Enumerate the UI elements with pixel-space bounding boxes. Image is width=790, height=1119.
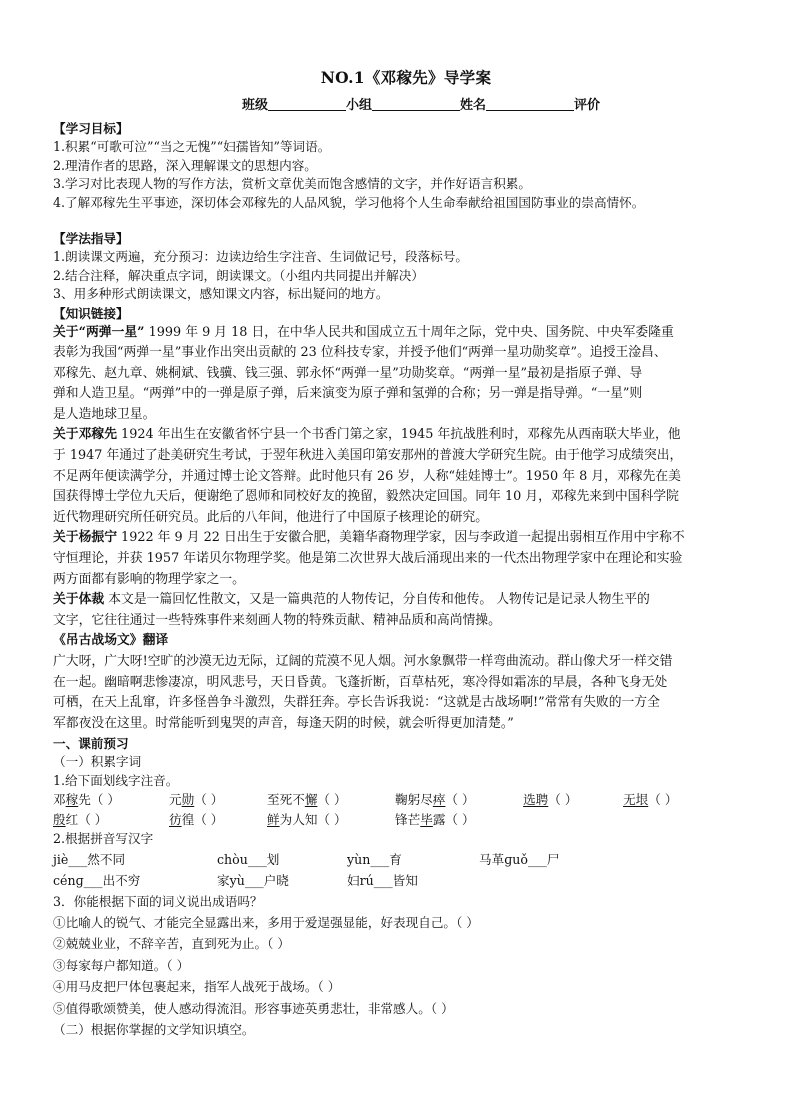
name-label: 姓名 xyxy=(460,98,487,113)
two-bombs-label: 关于“两弹一星” xyxy=(53,324,145,340)
hanzi-row-2: cénɡ___出不穷 家yù___户晓 妇rú___皆知 xyxy=(53,872,418,888)
yang-paragraph: 关于杨振宁 1922 年 9 月 22 日出生于安徽合肥，美籍华裔物理学家，因与李政道一起提出弱相互作用中宇称不 守恒理论，并获 1957 年诺贝尔物理学奖。他是第二次世界大战后涌现出来的一代杰出物理学家中在理论和实验 两方面都有影响的物理学家之一。 xyxy=(53,530,685,587)
method-item: 3、用多种形式朗读课文，感知课文内容，标出疑问的地方。 xyxy=(53,286,389,301)
method-item: 1.朗读课文两遍，充分预习：边读边给生字注音、生词做记号，段落标号。 xyxy=(53,249,469,264)
page-title: NO.1《邓稼先》导学案 xyxy=(320,68,492,87)
question-3: 3．你能根据下面的词义说出成语吗？ xyxy=(53,893,263,909)
preview-heading: 一、课前预习 xyxy=(53,736,129,752)
elegy-paragraph: 《吊古战场文》翻译 广大呀，广大呀!空旷的沙漠无边无际，辽阔的荒漠不见人烟。河水象飘带一样弯曲流动。群山像犬牙一样交错 在一起。幽暗啊悲惨凄凉，明风悲号，天日昏黄。飞蓬折断，百草枯死，寒冷得如霜冻的早晨，各种飞身无处 可栖，在天上乱窜，许多怪兽争斗激烈，失群狂奔。亭长告诉我说：“这就是古战场啊!”常常有失败的一方全 军都夜没在这里。时常能听到鬼哭的声音，每逢天阴的时候，就会听得更加清楚。” xyxy=(53,631,746,734)
method-item: 2.结合注释，解决重点字词，朗读课文。（小组内共同提出并解决） xyxy=(53,267,424,283)
goal-item: 1.积累“可歌可泣”“当之无愧”“妇孺皆知”等词语。 xyxy=(53,139,331,154)
word-item: 鞠躬尽瘁（ ） xyxy=(395,792,475,808)
deng-label: 关于邓稼先 xyxy=(53,427,117,443)
document-page xyxy=(53,66,746,1041)
eval-label: 评价 xyxy=(574,98,601,113)
word-item: 殷红（ ） xyxy=(53,812,108,828)
idiom-item[interactable]: ①比喻人的锐气、才能完全显露出来，多用于爱逞强显能，好表现自己。（ ） xyxy=(53,914,479,930)
idiom-item[interactable]: ④用马皮把尸体包裹起来，指军人战死于战场。（ ） xyxy=(53,979,341,995)
yang-label: 关于杨振宁 xyxy=(53,530,117,546)
word-item: 无垠（ ） xyxy=(623,792,678,808)
deng-paragraph: 关于邓稼先 1924 年出生在安徽省怀宁县一个书香门第之家，1945 年抗战胜利时，邓稼先从西南联大毕业，他 于 1947 年通过了赴美研究生考试，于翌年秋进入美国印第安那州的普渡大学研究生院。由于他学习成绩突出， 不足两年便读满学分，并通过博士论文答辩。此时他只有 26 岁，人称“娃娃博士”。1950 年 8 月，邓稼先在美 国获得博士学位九天后，便谢绝了恩师和同校好友的挽留，毅然决定回国。同年 10 月，邓稼先来到中国科学院 近代物理研究所任研究员。此后的八年间，他进行了中国原子核理论的研究。 xyxy=(53,427,683,525)
idiom-item[interactable]: ②兢兢业业，不辞辛苦，直到死为止。（ ） xyxy=(53,936,290,952)
class-blank[interactable] xyxy=(268,96,346,111)
word-item: 鲜为人知（ ） xyxy=(267,812,347,828)
group-label: 小组 xyxy=(345,98,372,113)
idiom-item[interactable]: ③每家每户都知道。（ ） xyxy=(53,957,190,973)
question-1: 1.给下面划线字注音。 xyxy=(53,772,179,788)
word-item: 锋芒毕露（ ） xyxy=(395,812,475,828)
word-item: 元勋（ ） xyxy=(169,792,224,808)
preview-subheading-2: （二）根据你掌握的文学知识填空。 xyxy=(53,1022,255,1038)
goals-heading: 【学习目标】 xyxy=(53,121,129,136)
preview-subheading: （一）积累字词 xyxy=(53,754,142,770)
word-item: 邓稼先（ ） xyxy=(53,792,120,808)
goal-item: 3.学习对比表现人物的写作方法，赏析文章优美而饱含感情的文字，并作好语言积累。 xyxy=(53,176,531,191)
methods-heading: 【学法指导】 xyxy=(53,231,129,246)
goal-item: 2.理清作者的思路，深入理解课文的思想内容。 xyxy=(53,157,317,173)
group-blank[interactable] xyxy=(372,96,460,111)
word-item: 选聘（ ） xyxy=(523,792,578,808)
hanzi-row-1: jiè___然不同 chòu___划 yùn___育 马革ɡuǒ___尸 xyxy=(53,851,560,867)
word-item: 至死不懈（ ） xyxy=(267,792,347,808)
knowledge-heading: 【知识链接】 xyxy=(53,305,129,321)
pinyin-row-2 xyxy=(53,810,746,830)
question-2: 2.根据拼音写汉字 xyxy=(53,831,154,847)
genre-label: 关于体裁 xyxy=(53,592,105,608)
genre-paragraph: 关于体裁 本文是一篇回忆性散文，又是一篇典范的人物传记，分自传和他传。 人物传记是记录人物生平的 文字，它往往通过一些特殊事件来刻画人物的特殊贡献、精神品质和高尚情操。 xyxy=(53,592,650,628)
two-bombs-paragraph: 关于“两弹一星” 1999 年 9 月 18 日，在中华人民共和国成立五十周年之际，党中央、国务院、中央军委隆重 表彰为我国“两弹一星”事业作出突出贡献的 23 位科技专家，并授予他们“两弹一星功勋奖章”。追授王淦昌、 邓稼先、赵九章、姚桐斌、钱骥、钱三强、郭永怀“两弹一星”功勋奖章。“两弹一星”最初是指原子弹、导 弹和人造卫星。“两弹”中的一弹是原子弹，后来演变为原子弹和氢弹的合称；另一弹是指导弹。“一星”则 是人造地球卫星。 xyxy=(53,324,674,422)
elegy-label: 《吊古战场文》翻译 xyxy=(53,633,169,649)
idiom-item[interactable]: ⑤值得歌颂赞美，使人感动得流泪。形容事迹英勇悲壮，非常感人。（ ） xyxy=(53,1000,454,1016)
name-blank[interactable] xyxy=(486,96,574,111)
goal-item: 4.了解邓稼先生平事迹，深切体会邓稼先的人品风貌，学习他将个人生命奉献给祖国国防事业的崇高情怀。 xyxy=(53,194,645,210)
student-info-row xyxy=(56,96,746,116)
word-item: 彷徨（ ） xyxy=(169,812,224,828)
class-label: 班级 xyxy=(241,98,268,113)
pinyin-row-1 xyxy=(53,790,746,810)
